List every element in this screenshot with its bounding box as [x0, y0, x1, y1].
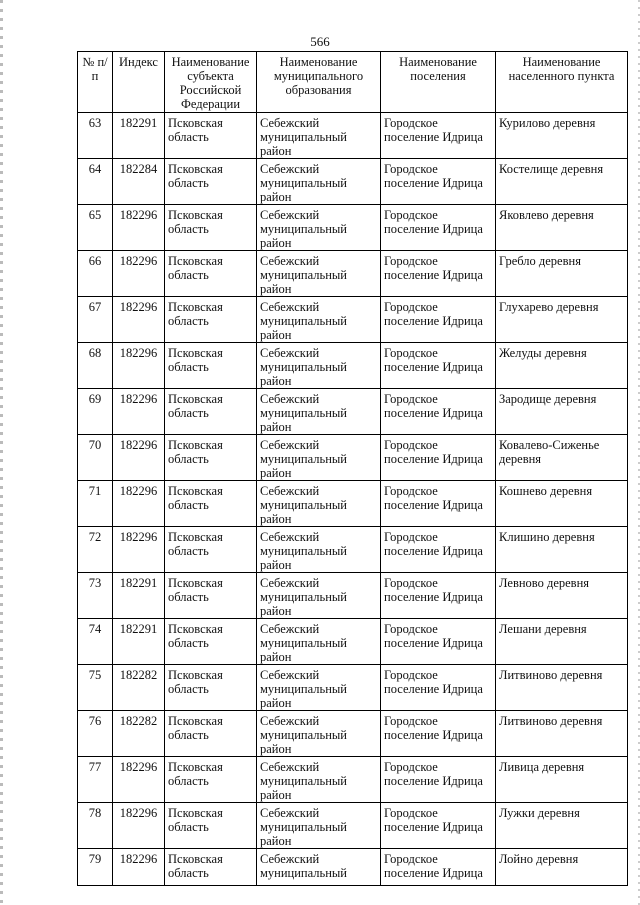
- cell-subject: Псковская область: [165, 527, 257, 573]
- cell-subject: Псковская область: [165, 343, 257, 389]
- cell-municipality: Себежский муниципальный район: [257, 343, 381, 389]
- cell-settlement: Городское поселение Идрица: [381, 757, 496, 803]
- table-row: [78, 573, 628, 619]
- table-row: [78, 711, 628, 757]
- cell-index: 182296: [113, 297, 165, 343]
- table-body: [78, 113, 628, 886]
- cell-index: 182296: [113, 527, 165, 573]
- cell-municipality: Себежский муниципальный район: [257, 389, 381, 435]
- table-row: [78, 251, 628, 297]
- cell-settlement: Городское поселение Идрица: [381, 849, 496, 886]
- cell-settlement: Городское поселение Идрица: [381, 205, 496, 251]
- cell-locality: Глухарево деревня: [496, 297, 628, 343]
- header-num: № п/п: [78, 52, 113, 113]
- cell-municipality: Себежский муниципальный район: [257, 251, 381, 297]
- cell-locality: Кошнево деревня: [496, 481, 628, 527]
- cell-num: 78: [78, 803, 113, 849]
- cell-subject: Псковская область: [165, 297, 257, 343]
- cell-municipality: Себежский муниципальный район: [257, 711, 381, 757]
- cell-subject: Псковская область: [165, 757, 257, 803]
- cell-locality: Ливица деревня: [496, 757, 628, 803]
- scan-edge-left: [0, 0, 3, 905]
- header-settlement: Наименование поселения: [381, 52, 496, 113]
- cell-subject: Псковская область: [165, 481, 257, 527]
- cell-index: 182296: [113, 389, 165, 435]
- cell-locality: Лешани деревня: [496, 619, 628, 665]
- table-row: [78, 527, 628, 573]
- cell-subject: Псковская область: [165, 711, 257, 757]
- cell-num: 63: [78, 113, 113, 159]
- table-row: [78, 205, 628, 251]
- header-index: Индекс: [113, 52, 165, 113]
- cell-index: 182282: [113, 665, 165, 711]
- cell-locality: Гребло деревня: [496, 251, 628, 297]
- cell-municipality: Себежский муниципальный район: [257, 527, 381, 573]
- cell-subject: Псковская область: [165, 159, 257, 205]
- cell-num: 75: [78, 665, 113, 711]
- cell-num: 67: [78, 297, 113, 343]
- cell-index: 182296: [113, 803, 165, 849]
- table-row: [78, 849, 628, 886]
- cell-municipality: Себежский муниципальный район: [257, 665, 381, 711]
- cell-index: 182296: [113, 343, 165, 389]
- cell-index: 182296: [113, 757, 165, 803]
- cell-settlement: Городское поселение Идрица: [381, 803, 496, 849]
- cell-index: 182291: [113, 113, 165, 159]
- cell-municipality: Себежский муниципальный район: [257, 619, 381, 665]
- cell-subject: Псковская область: [165, 113, 257, 159]
- cell-num: 70: [78, 435, 113, 481]
- table-row: [78, 343, 628, 389]
- cell-num: 73: [78, 573, 113, 619]
- table-row: [78, 435, 628, 481]
- cell-num: 66: [78, 251, 113, 297]
- cell-locality: Литвиново деревня: [496, 665, 628, 711]
- settlements-table: [77, 51, 628, 886]
- cell-subject: Псковская область: [165, 849, 257, 886]
- cell-subject: Псковская область: [165, 389, 257, 435]
- cell-settlement: Городское поселение Идрица: [381, 113, 496, 159]
- cell-subject: Псковская область: [165, 619, 257, 665]
- cell-locality: Левново деревня: [496, 573, 628, 619]
- cell-index: 182296: [113, 849, 165, 886]
- cell-municipality: Себежский муниципальный: [257, 849, 381, 886]
- cell-municipality: Себежский муниципальный район: [257, 435, 381, 481]
- cell-subject: Псковская область: [165, 435, 257, 481]
- cell-settlement: Городское поселение Идрица: [381, 481, 496, 527]
- table-row: [78, 665, 628, 711]
- cell-locality: Клишино деревня: [496, 527, 628, 573]
- header-locality: Наименование населенного пункта: [496, 52, 628, 113]
- cell-settlement: Городское поселение Идрица: [381, 665, 496, 711]
- cell-num: 76: [78, 711, 113, 757]
- cell-settlement: Городское поселение Идрица: [381, 527, 496, 573]
- cell-num: 69: [78, 389, 113, 435]
- cell-locality: Костелище деревня: [496, 159, 628, 205]
- cell-locality: Лойно деревня: [496, 849, 628, 886]
- cell-subject: Псковская область: [165, 803, 257, 849]
- cell-municipality: Себежский муниципальный район: [257, 481, 381, 527]
- cell-settlement: Городское поселение Идрица: [381, 711, 496, 757]
- cell-num: 79: [78, 849, 113, 886]
- cell-num: 74: [78, 619, 113, 665]
- cell-municipality: Себежский муниципальный район: [257, 297, 381, 343]
- cell-subject: Псковская область: [165, 665, 257, 711]
- header-row: [78, 52, 628, 113]
- cell-locality: Зародище деревня: [496, 389, 628, 435]
- cell-locality: Желуды деревня: [496, 343, 628, 389]
- cell-num: 77: [78, 757, 113, 803]
- cell-settlement: Городское поселение Идрица: [381, 297, 496, 343]
- cell-subject: Псковская область: [165, 205, 257, 251]
- cell-settlement: Городское поселение Идрица: [381, 619, 496, 665]
- header-subject: Наименование субъекта Российской Федерации: [165, 52, 257, 113]
- cell-settlement: Городское поселение Идрица: [381, 159, 496, 205]
- header-municipality: Наименование муниципального образования: [257, 52, 381, 113]
- cell-municipality: Себежский муниципальный район: [257, 573, 381, 619]
- table-row: [78, 803, 628, 849]
- cell-municipality: Себежский муниципальный район: [257, 757, 381, 803]
- cell-locality: Ковалево-Сиженье деревня: [496, 435, 628, 481]
- cell-municipality: Себежский муниципальный район: [257, 205, 381, 251]
- cell-settlement: Городское поселение Идрица: [381, 435, 496, 481]
- table-row: [78, 389, 628, 435]
- cell-index: 182291: [113, 619, 165, 665]
- cell-subject: Псковская область: [165, 573, 257, 619]
- cell-municipality: Себежский муниципальный район: [257, 803, 381, 849]
- table-header: [78, 52, 628, 113]
- table-row: [78, 159, 628, 205]
- page-number: 566: [310, 34, 330, 49]
- cell-settlement: Городское поселение Идрица: [381, 573, 496, 619]
- table-row: [78, 297, 628, 343]
- cell-num: 72: [78, 527, 113, 573]
- cell-num: 68: [78, 343, 113, 389]
- cell-num: 65: [78, 205, 113, 251]
- cell-num: 64: [78, 159, 113, 205]
- cell-num: 71: [78, 481, 113, 527]
- cell-locality: Лужки деревня: [496, 803, 628, 849]
- cell-settlement: Городское поселение Идрица: [381, 251, 496, 297]
- cell-index: 182282: [113, 711, 165, 757]
- cell-index: 182296: [113, 205, 165, 251]
- table-row: [78, 113, 628, 159]
- cell-locality: Курилово деревня: [496, 113, 628, 159]
- cell-index: 182296: [113, 435, 165, 481]
- cell-locality: Литвиново деревня: [496, 711, 628, 757]
- cell-locality: Яковлево деревня: [496, 205, 628, 251]
- table-row: [78, 619, 628, 665]
- cell-settlement: Городское поселение Идрица: [381, 389, 496, 435]
- table-row: [78, 481, 628, 527]
- table-row: [78, 757, 628, 803]
- cell-municipality: Себежский муниципальный район: [257, 159, 381, 205]
- cell-municipality: Себежский муниципальный район: [257, 113, 381, 159]
- cell-index: 182296: [113, 251, 165, 297]
- cell-subject: Псковская область: [165, 251, 257, 297]
- cell-settlement: Городское поселение Идрица: [381, 343, 496, 389]
- cell-index: 182296: [113, 481, 165, 527]
- cell-index: 182284: [113, 159, 165, 205]
- cell-index: 182291: [113, 573, 165, 619]
